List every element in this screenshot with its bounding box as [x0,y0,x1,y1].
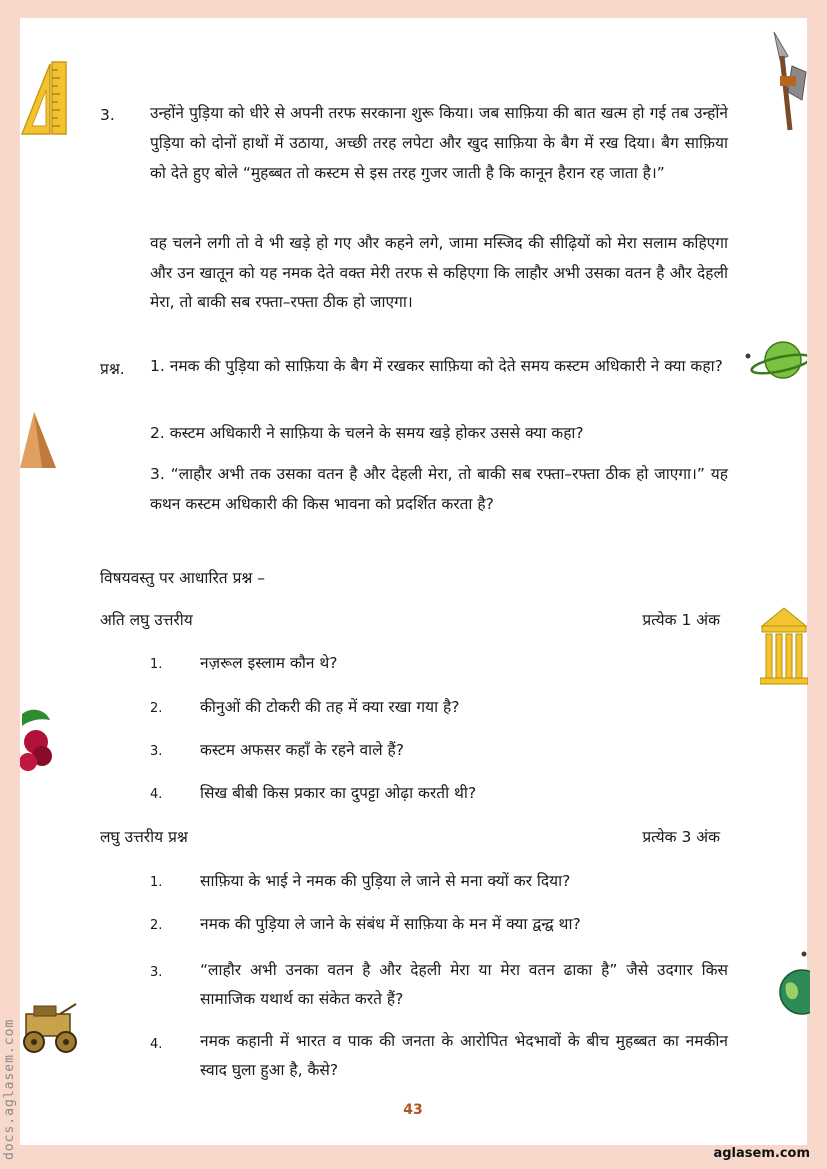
globe-icon [776,950,810,1020]
footer-brand-link[interactable]: aglasem.com [713,1146,810,1161]
very-short-marks: प्रत्येक 1 अंक [642,611,720,629]
passage-question-1: 1. नमक की पुड़िया को साफ़िया के बैग में रखकर साफ़िया को देते समय कस्टम अधिकारी ने क्या कहा? [150,357,723,375]
list-item-number: 3. [150,744,163,759]
passage-paragraph-1: उन्होंने पुड़िया को धीरे से अपनी तरफ सरकाना शुरू किया। जब साफ़िया की बात खत्म हो गई तब उन्होंने पुड़िया को दोनों हाथों में उठाया, अच्छी तरह लपेटा और खुद साफ़िया के बैग में रख दिया। बैग साफ़िया को देते हुए बोले “मुहब्बत तो कस्टम से इस तरह गुजर जाती है कि कानून हैरान रह जाता है।” [150,104,728,182]
planet-icon [745,338,807,384]
short-marks: प्रत्येक 3 अंक [642,828,720,846]
list-item: सिख बीबी किस प्रकार का दुपट्टा ओढ़ा करती थी? [200,784,477,802]
passage-paragraph-2: वह चलने लगी तो वे भी खड़े हो गए और कहने लगे, जामा मस्जिद की सीढ़ियों को मेरा सलाम कहिएगा और उन खातून को यह नमक देते वक्त मेरी तरफ से कहिएगा कि लाहौर अभी उसका वतन है और देहली मेरा, तो बाकी सब रफ्ता–रफ्ता ठीक हो जाएगा। [150,234,728,311]
list-item: साफ़िया के भाई ने नमक की पुड़िया ले जाने से मना क्यों कर दिया? [200,872,571,890]
fruit-icon [20,706,56,776]
questions-label: प्रश्न. [100,360,125,378]
short-title: लघु उत्तरीय प्रश्न [100,828,188,846]
list-item-number: 4. [150,1037,163,1052]
list-item: नमक कहानी में भारत व पाक की जनता के आरोपित भेदभावों के बीच मुहब्बत का नमकीन स्वाद घुला हुआ है, कैसे? [200,1032,728,1079]
temple-icon [760,606,808,686]
list-item: नमक की पुड़िया ले जाने के संबंध में साफ़िया के मन में क्या द्वन्द्व था? [200,915,581,933]
list-item: कीनुओं की टोकरी की तह में क्या रखा गया है? [200,698,460,716]
passage-question-2: 2. कस्टम अधिकारी ने साफ़िया के चलने के समय खड़े होकर उससे क्या कहा? [150,424,584,442]
passage-question-3: 3. “लाहौर अभी तक उसका वतन है और देहली मेरा, तो बाकी सब रफ्ता–रफ्ता ठीक हो जाएगा।” यह कथन कस्टम अधिकारी की किस भावना को प्रदर्शित करता है? [150,465,728,513]
list-item: कस्टम अफसर कहाँ के रहने वाले हैं? [200,741,405,759]
list-item-number: 2. [150,701,163,716]
ruler-icon [20,60,68,136]
list-item-number: 4. [150,787,163,802]
pyramid-icon [20,408,58,470]
content-heading: विषयवस्तु पर आधारित प्रश्न – [100,569,266,587]
page-number: 43 [403,1102,423,1118]
list-item-number: 2. [150,918,163,933]
list-item: नज़रूल इस्लाम कौन थे? [200,654,338,672]
list-item-number: 1. [150,657,163,672]
list-item: “लाहौर अभी उनका वतन है और देहली मेरा या मेरा वतन ढाका है” जैसे उदगार किस सामाजिक यथार्थ का संकेत करते हैं? [200,961,728,1008]
list-item-number: 3. [150,965,163,980]
very-short-title: अति लघु उत्तरीय [100,611,193,629]
car-icon [20,1000,82,1058]
passage-number: 3. [100,106,115,124]
list-item-number: 1. [150,875,163,890]
watermark: docs.aglasem.com [2,1018,17,1160]
spear-icon [768,30,808,134]
